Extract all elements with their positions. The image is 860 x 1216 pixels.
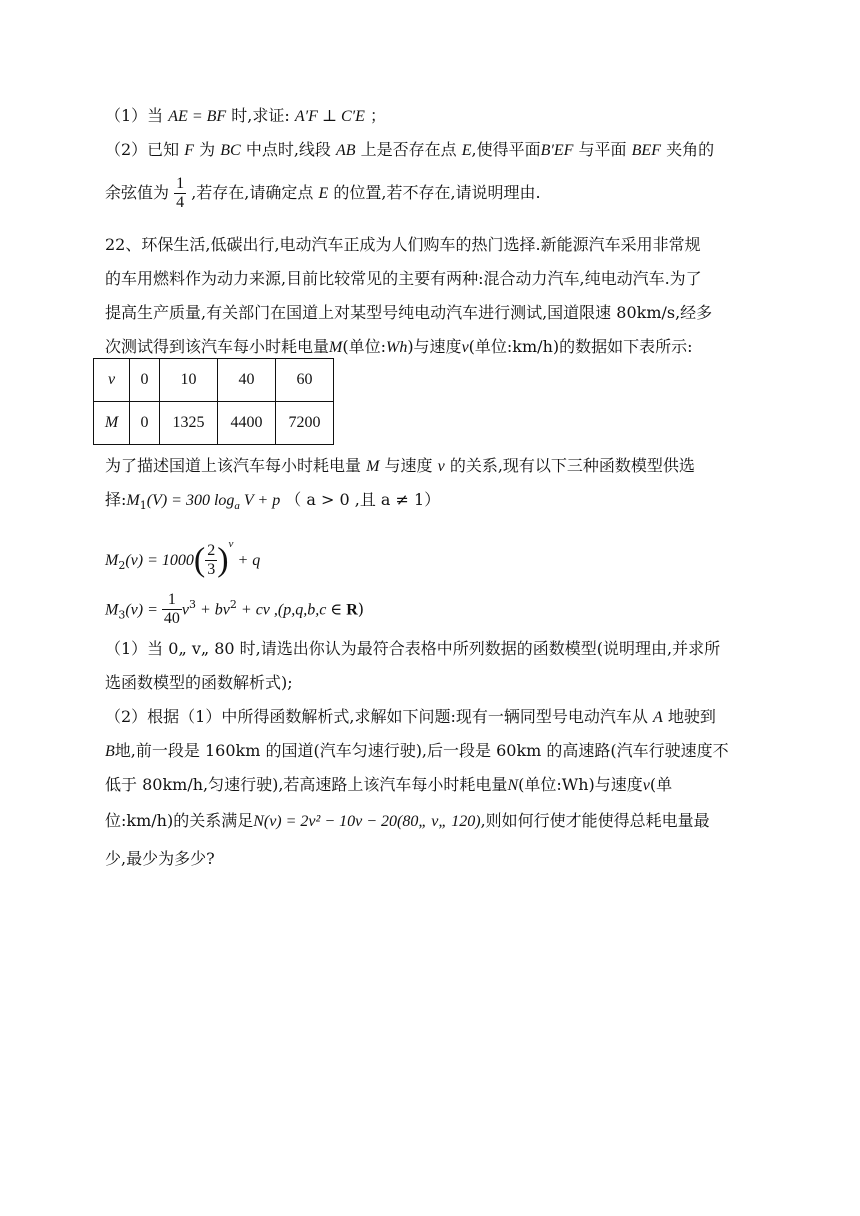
q21-claim: A′F ⊥ C′E — [294, 108, 365, 125]
table-cell: 1325 — [160, 402, 218, 445]
q22-line1: 22、环保生活,低碳出行,电动汽车正成为人们购车的热门选择.新能源汽车采用非常规 — [105, 235, 701, 254]
q22-part2-line5: 少,最少为多少? — [105, 849, 215, 868]
table-cell: 10 — [160, 359, 218, 402]
table-row-label: M — [94, 402, 130, 445]
table-cell: 0 — [130, 359, 160, 402]
q21-cond: AE = BF — [168, 108, 227, 125]
q22-part2-line1: （2）根据（1）中所得函数解析式,求解如下问题:现有一辆同型号电动汽车从 A 地驶到 — [105, 707, 716, 726]
table-cell: 40 — [218, 359, 276, 402]
data-table — [93, 358, 334, 445]
q22-part2-line3: 低于 80km/h,匀速行驶),若高速路上该汽车每小时耗电量N(单位:Wh)与速度v(单 — [105, 775, 673, 794]
q21-part1-line: （1）当 AE = BF 时,求证: A′F ⊥ C′E ； — [105, 106, 386, 125]
fraction-two-thirds: $\frac{2}{3}$ — [207, 542, 216, 578]
table-cell: 4400 — [218, 402, 276, 445]
q21-part2-line1: （2）已知 F 为 BC 中点时,线段 AB 上是否存在点 E,使得平面B′EF 与平面 BEF 夹角的 — [105, 140, 715, 159]
q22-model2: $M_2(v) = 1000$( $\frac{2}{3}$ )$^v$ + q — [105, 538, 261, 579]
q22-part2-line4: 位:km/h)的关系满足N(v) = 2v² − 10v − 20(80„ v„ 120),则如何行使才能使得总耗电量最 — [105, 811, 710, 830]
q22-line2: 的车用燃料作为动力来源,目前比较常见的主要有两种:混合动力汽车,纯电动汽车.为了 — [105, 269, 702, 288]
table-cell: 0 — [130, 402, 160, 445]
q22-line3: 提高生产质量,有关部门在国道上对某型号纯电动汽车进行测试,国道限速 80km/s,经多 — [105, 303, 713, 322]
fraction-one-quarter: $\frac{1}{4}$ — [176, 175, 185, 211]
q22-part1-line2: 选函数模型的函数解析式); — [105, 673, 293, 692]
q21-part2-line2: 余弦值为 $\frac{1}{4}$ ,若存在,请确定点 E 的位置,若不存在,请说明理由. — [105, 175, 541, 211]
fraction-one-fortieth: $\frac{1}{40}$ — [163, 591, 180, 628]
table-cell: 7200 — [276, 402, 334, 445]
q22-part2-line2: B地,前一段是 160km 的国道(汽车匀速行驶),后一段是 60km 的高速路(汽车行驶速度不 — [105, 741, 729, 760]
q22-model3: $M_3(v)$ = $\frac{1}{40}$ $v^3 + bv^2$ + cv ,(p,q,b,c ∈ R) — [105, 591, 364, 628]
q22-model1-line: 择$:M_1(V) = 300$ $\log_a V + p$ （ a > 0 ,且 a ≠ 1） — [105, 490, 441, 513]
table-row-label: v — [94, 359, 130, 402]
q22-after-table1: 为了描述国道上该汽车每小时耗电量 M 与速度 v 的关系,现有以下三种函数模型供选 — [105, 456, 695, 475]
q22-line4: 次测试得到该汽车每小时耗电量M(单位:Wh)与速度v(单位:km/h)的数据如下表所示: — [105, 337, 693, 356]
table-row — [94, 359, 334, 402]
table-cell: 60 — [276, 359, 334, 402]
n-formula: N(v) = 2v² − 10v − 20(80„ v„ 120) — [253, 813, 481, 830]
table-row — [94, 402, 334, 445]
q22-part1-line1: （1）当 0„ v„ 80 时,请选出你认为最符合表格中所列数据的函数模型(说明理由,并求所 — [105, 639, 721, 658]
